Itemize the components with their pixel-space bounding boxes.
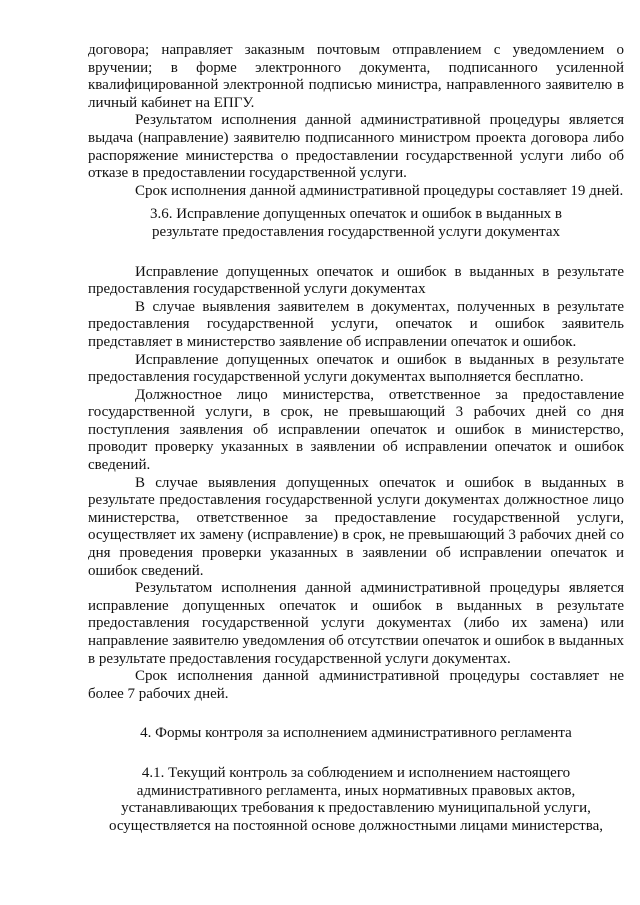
paragraph-procedure-term: Срок исполнения данной административной процедуры составляет 19 дней. — [135, 182, 624, 199]
paragraph-replacement: В случае выявления допущенных опечаток и ошибок в выданных в результате предоставления государственной услуги документах должностное лицо министерства, ответственное за предоставление государственной услуги, осуществляет их замену (исправление) в срок, не превышающий 3 рабочих дней со дня проведения проверки указанных в заявлении об исправлении опечаток и ошибок сведений. — [88, 474, 624, 579]
section-heading-3-6: 3.6. Исправление допущенных опечаток и ошибок в выданных в результате предоставления государственной услуги документах — [150, 206, 562, 240]
paragraph-applicant-finds-errors: В случае выявления заявителем в документах, полученных в результате предоставления государственной услуги, опечаток и ошибок заявитель представляет в министерство заявление об исправлении опечаток и ошибок. — [88, 298, 624, 350]
paragraph-correction-free: Исправление допущенных опечаток и ошибок в выданных в результате предоставления государственной услуги документах выполняется бесплатно. — [88, 351, 624, 386]
section-heading-4: 4. Формы контроля за исполнением административного регламента — [140, 725, 572, 742]
paragraph-procedure-result: Результатом исполнения данной административной процедуры является выдача (направление) заявителю подписанного министром проекта договора либо распоряжение министерства о предоставлении государственной услуги либо об отказе в предоставлении государственной услуги. — [88, 112, 624, 182]
paragraph-correction-term: Срок исполнения данной административной процедуры составляет не более 7 рабочих дней. — [88, 668, 624, 702]
document-page — [88, 42, 624, 835]
paragraph-4-1: 4.1. Текущий контроль за соблюдением и исполнением настоящего административного регламента, иных нормативных правовых актов, устанавливающих требования к предоставлению муниципальной услуги, осуществляется на постоянной основе должностными лицами министерства, — [108, 764, 604, 834]
paragraph-correction-title: Исправление допущенных опечаток и ошибок в выданных в результате предоставления государственной услуги документах — [88, 263, 624, 298]
paragraph-contract-sending: договора; направляет заказным почтовым отправлением с уведомлением о вручении; в форме электронного документа, подписанного усиленной квалифицированной электронной подписью министра, направленного заявителю в личный кабинет на ЕПГУ. — [88, 42, 624, 111]
paragraph-official-check: Должностное лицо министерства, ответственное за предоставление государственной услуги, в срок, не превышающий 3 рабочих дней со дня поступления заявления об исправлении опечаток и ошибок в министерство, проводит проверку указанных в заявлении об исправлении опечаток и ошибок сведений. — [88, 386, 624, 474]
paragraph-correction-result: Результатом исполнения данной административной процедуры является исправление допущенных опечаток и ошибок в выданных в результате предоставления государственной услуги документах (либо их замена) или направление заявителю уведомления об отсутствии опечаток и ошибок в выданных в результате предоставления государственной услуги документах. — [88, 580, 624, 667]
